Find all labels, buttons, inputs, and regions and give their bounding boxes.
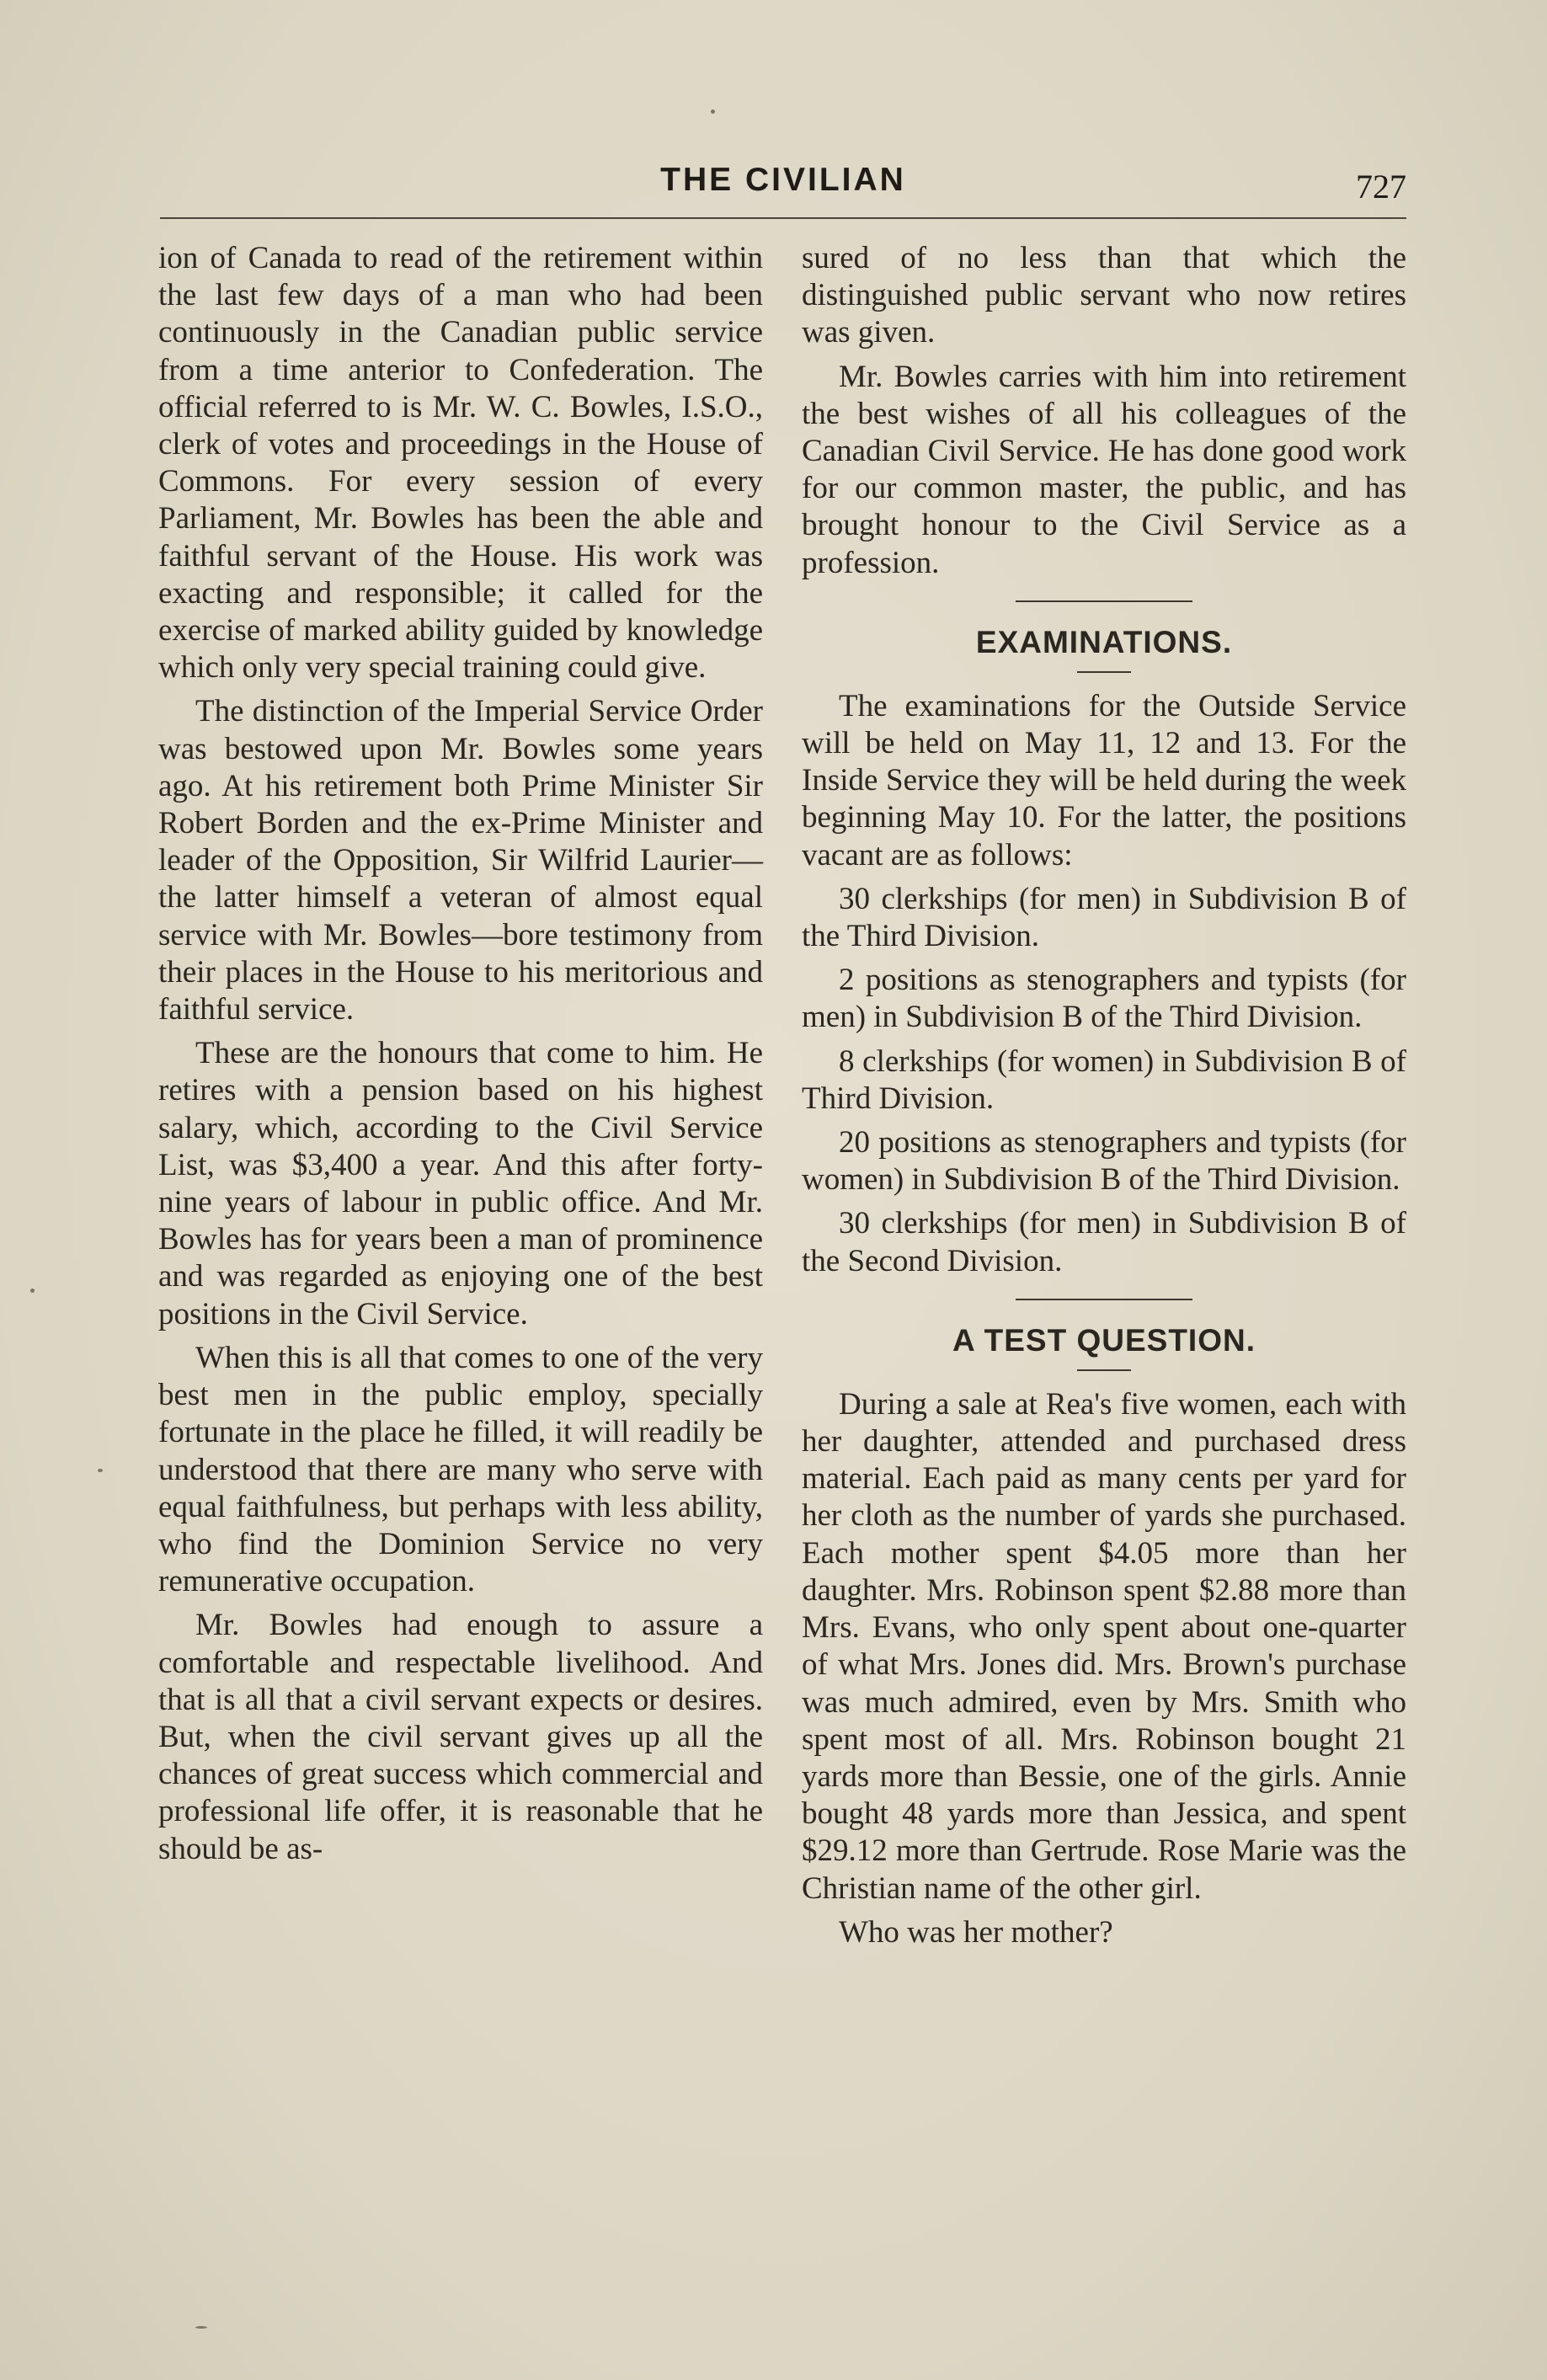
left-column [158,240,763,1868]
article-paragraph: Mr. Bowles had enough to assure a comfortable and respectable livelihood. And that is all that a civil servant expects or desires. But, when the civil servant gives up all the chances of great success which commercial and professional life offer, it is reasonable that he should be as- [158,1608,763,1866]
page-number: 727 [1356,168,1406,205]
examinations-heading: EXAMINATIONS. [975,624,1233,659]
paper-speck [711,109,715,114]
vacancy-item: 20 positions as stenographers and typists (for women) in Subdivision B of the Third Division. [802,1125,1406,1198]
section-divider [1016,600,1192,602]
paper-speck [30,1289,35,1293]
journal-title: THE CIVILIAN [660,162,906,198]
test-question-heading: A TEST QUESTION. [952,1322,1256,1358]
article-paragraph: ion of Canada to read of the retirement within the last few days of a man who had been continuously in the Canadian public service from a time anterior to Confederation. The official referred to is Mr. W. C. Bowles, I.S.O., clerk of votes and proceedings in the House of Commons. For every session of every Parliament, Mr. Bowles has been the able and faithful servant of the House. His work was exacting and responsible; it called for the exercise of marked ability guided by knowledge which only very special training could give. [158,241,763,686]
paper-speck [195,2326,207,2329]
examinations-paragraph: The examinations for the Outside Service will be held on May 11, 12 and 13. For the Inside Service they will be held during the week beginning May 10. For the latter, the positions vacant are as follows: [802,688,1406,872]
article-paragraph: When this is all that comes to one of the very best men in the public employ, specially fortunate in the place he filled, it will readily be understood that there are many who serve with equal faithfulness, but perhaps with less ability, who find the Dominion Service no very remunerative occupation. [158,1340,763,1599]
paper-speck [98,1469,103,1472]
article-paragraph: Mr. Bowles carries with him into retirement the best wishes of all his colleagues of the Canadian Civil Service. He has done good work for our common master, the public, and has brought honour to the Civil Service as a profession. [802,359,1406,580]
heading-underline [1077,671,1131,673]
test-question-paragraph: During a sale at Rea's five women, each with her daughter, attended and purchased dress material. Each paid as many cents per yard for her cloth as the number of yards she purchased. Each mother spent $4.05 more than her daughter. Mrs. Robinson spent $2.88 more than Mrs. Evans, who only spent about one-quarter of what Mrs. Jones did. Mrs. Brown's purchase was much admired, even by Mrs. Smith who spent most of all. Mrs. Robinson bought 21 yards more than Bessie, one of the girls. Annie bought 48 yards more than Jessica, and spent $29.12 more than Gertrude. Rose Marie was the Christian name of the other girl. [802,1386,1406,1906]
article-paragraph: These are the honours that come to him. He retires with a pension based on his highest salary, which, according to the Civil Service List, was $3,400 a year. And this after forty-nine years of labour in public office. And Mr. Bowles has for years been a man of prominence and was regarded as enjoying one of the best positions in the Civil Service. [158,1036,763,1331]
section-divider [1016,1299,1192,1300]
vacancy-item: 8 clerkships (for women) in Subdivision B of Third Division. [802,1043,1406,1116]
heading-underline [1077,1369,1131,1371]
running-head [160,162,1406,212]
test-question-paragraph: Who was her mother? [839,1914,1113,1950]
article-paragraph: sured of no less than that which the distinguished public servant who now retires was given. [802,241,1406,350]
header-rule [160,217,1406,219]
vacancy-item: 30 clerkships (for men) in Subdivision B of the Second Division. [802,1206,1406,1278]
article-paragraph: The distinction of the Imperial Service Order was bestowed upon Mr. Bowles some years ago. At his retirement both Prime Minister Sir Robert Borden and the ex-Prime Minister and leader of the Opposition, Sir Wilfrid Laurier—the latter himself a veteran of almost equal service with Mr. Bowles—bore testimony from their places in the House to his meritorious and faithful service. [158,694,763,1027]
right-column [802,240,1406,1951]
vacancy-item: 30 clerkships (for men) in Subdivision B of the Third Division. [802,881,1406,954]
vacancy-item: 2 positions as stenographers and typists (for men) in Subdivision B of the Third Division. [802,963,1406,1035]
